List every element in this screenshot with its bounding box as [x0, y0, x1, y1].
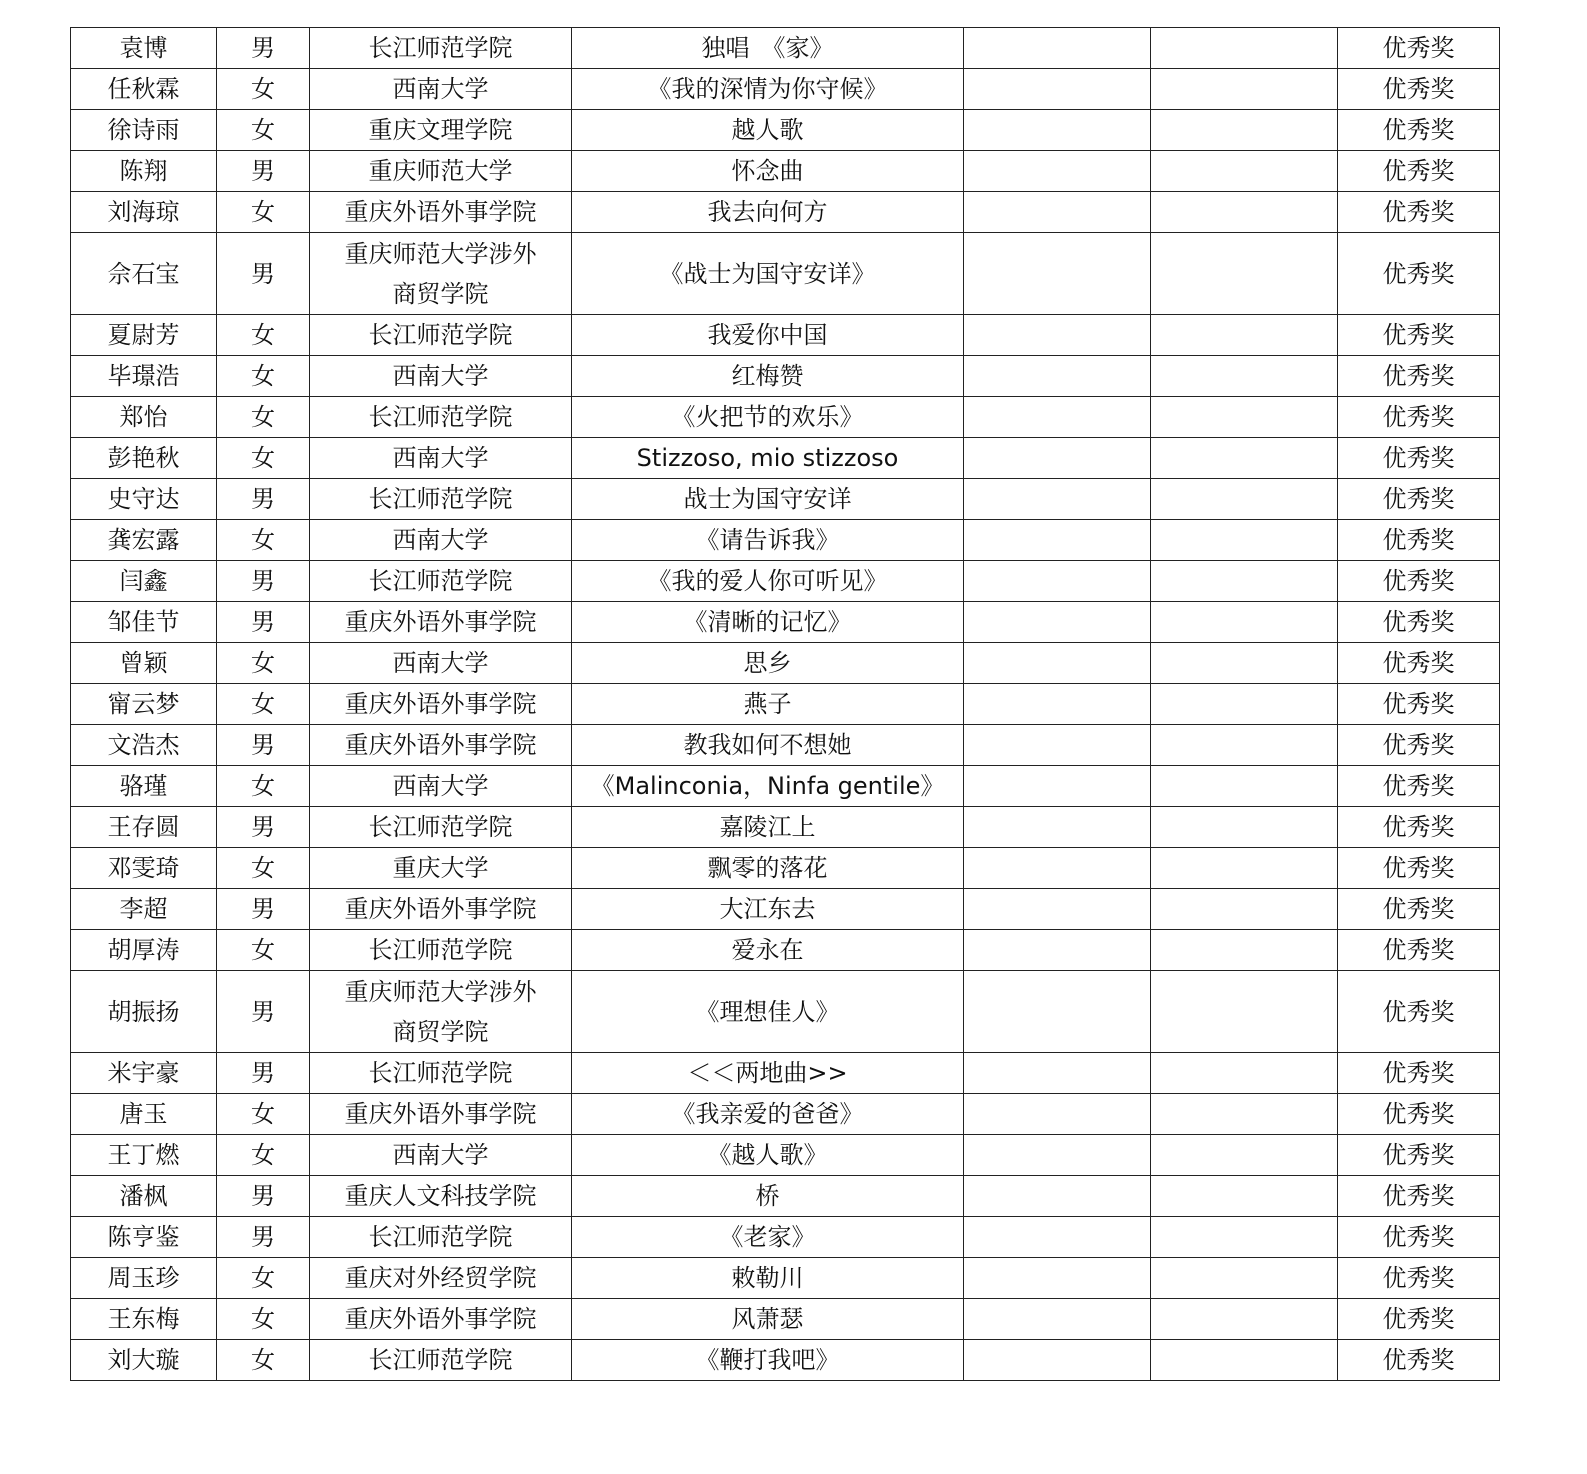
- school-cell: 长江师范学院: [310, 561, 572, 602]
- name-cell: 邓雯琦: [71, 848, 217, 889]
- award-cell: 优秀奖: [1338, 110, 1500, 151]
- award-cell: 优秀奖: [1338, 1094, 1500, 1135]
- song-cell: 大江东去: [572, 889, 964, 930]
- song-cell: 越人歌: [572, 110, 964, 151]
- gender-cell: 女: [217, 1340, 310, 1381]
- award-cell: 优秀奖: [1338, 848, 1500, 889]
- gender-cell: 男: [217, 971, 310, 1053]
- school-cell: 西南大学: [310, 643, 572, 684]
- empty-cell: [1151, 643, 1338, 684]
- award-cell: 优秀奖: [1338, 356, 1500, 397]
- name-cell: 史守达: [71, 479, 217, 520]
- empty-cell: [1151, 28, 1338, 69]
- school-cell: 西南大学: [310, 356, 572, 397]
- song-cell: 《清晰的记忆》: [572, 602, 964, 643]
- song-cell: 《老家》: [572, 1217, 964, 1258]
- empty-cell: [964, 397, 1151, 438]
- song-cell: Stizzoso, mio stizzoso: [572, 438, 964, 479]
- empty-cell: [1151, 520, 1338, 561]
- table-row: [71, 1258, 1500, 1299]
- empty-cell: [1151, 397, 1338, 438]
- empty-cell: [1151, 1299, 1338, 1340]
- school-cell: 重庆大学: [310, 848, 572, 889]
- empty-cell: [964, 479, 1151, 520]
- award-cell: 优秀奖: [1338, 151, 1500, 192]
- empty-cell: [1151, 684, 1338, 725]
- table-row: [71, 1217, 1500, 1258]
- song-cell: 教我如何不想她: [572, 725, 964, 766]
- award-cell: 优秀奖: [1338, 602, 1500, 643]
- school-cell: 西南大学: [310, 766, 572, 807]
- name-cell: 徐诗雨: [71, 110, 217, 151]
- school-cell-line: 商贸学院: [392, 1017, 489, 1046]
- school-cell: 西南大学: [310, 438, 572, 479]
- empty-cell: [964, 848, 1151, 889]
- award-cell: 优秀奖: [1338, 1217, 1500, 1258]
- school-cell: [310, 233, 572, 315]
- song-cell: 燕子: [572, 684, 964, 725]
- empty-cell: [964, 684, 1151, 725]
- empty-cell: [964, 1340, 1151, 1381]
- award-cell: 优秀奖: [1338, 1258, 1500, 1299]
- name-cell: 王存圆: [71, 807, 217, 848]
- school-cell: 长江师范学院: [310, 479, 572, 520]
- empty-cell: [964, 520, 1151, 561]
- gender-cell: 男: [217, 889, 310, 930]
- table-row: [71, 151, 1500, 192]
- gender-cell: 男: [217, 151, 310, 192]
- results-table: [70, 27, 1500, 1381]
- empty-cell: [1151, 192, 1338, 233]
- empty-cell: [1151, 1340, 1338, 1381]
- table-row: [71, 602, 1500, 643]
- table-row: [71, 1135, 1500, 1176]
- award-cell: 优秀奖: [1338, 520, 1500, 561]
- award-cell: 优秀奖: [1338, 315, 1500, 356]
- empty-cell: [1151, 848, 1338, 889]
- song-cell: 《Malinconia，Ninfa gentile》: [572, 766, 964, 807]
- empty-cell: [1151, 602, 1338, 643]
- empty-cell: [964, 69, 1151, 110]
- table-row: [71, 971, 1500, 1053]
- award-cell: 优秀奖: [1338, 889, 1500, 930]
- empty-cell: [964, 233, 1151, 315]
- award-cell: 优秀奖: [1338, 397, 1500, 438]
- empty-cell: [964, 1135, 1151, 1176]
- name-cell: 唐玉: [71, 1094, 217, 1135]
- song-cell: 《我亲爱的爸爸》: [572, 1094, 964, 1135]
- gender-cell: 男: [217, 561, 310, 602]
- school-cell-line: 商贸学院: [392, 279, 489, 308]
- award-cell: 优秀奖: [1338, 1176, 1500, 1217]
- empty-cell: [964, 1217, 1151, 1258]
- table-row: [71, 1340, 1500, 1381]
- empty-cell: [964, 1094, 1151, 1135]
- gender-cell: 女: [217, 1299, 310, 1340]
- gender-cell: 女: [217, 848, 310, 889]
- school-cell-line: 重庆师范大学涉外: [344, 239, 537, 268]
- empty-cell: [964, 807, 1151, 848]
- award-cell: 优秀奖: [1338, 1340, 1500, 1381]
- empty-cell: [1151, 725, 1338, 766]
- empty-cell: [1151, 561, 1338, 602]
- award-cell: 优秀奖: [1338, 561, 1500, 602]
- empty-cell: [1151, 1258, 1338, 1299]
- name-cell: 郑怡: [71, 397, 217, 438]
- empty-cell: [964, 930, 1151, 971]
- table-row: [71, 1299, 1500, 1340]
- empty-cell: [1151, 438, 1338, 479]
- school-cell: 长江师范学院: [310, 1053, 572, 1094]
- name-cell: 龚宏露: [71, 520, 217, 561]
- empty-cell: [964, 1053, 1151, 1094]
- name-cell: 甯云梦: [71, 684, 217, 725]
- award-cell: 优秀奖: [1338, 192, 1500, 233]
- song-cell: 风萧瑟: [572, 1299, 964, 1340]
- song-cell: 怀念曲: [572, 151, 964, 192]
- name-cell: 王丁燃: [71, 1135, 217, 1176]
- song-cell: 《战士为国守安详》: [572, 233, 964, 315]
- song-cell: 我去向何方: [572, 192, 964, 233]
- song-cell: 《我的爱人你可听见》: [572, 561, 964, 602]
- name-cell: 毕璟浩: [71, 356, 217, 397]
- song-cell: 飘零的落花: [572, 848, 964, 889]
- school-cell: 重庆外语外事学院: [310, 1094, 572, 1135]
- name-cell: 李超: [71, 889, 217, 930]
- empty-cell: [964, 561, 1151, 602]
- award-cell: 优秀奖: [1338, 971, 1500, 1053]
- gender-cell: 女: [217, 315, 310, 356]
- school-cell: 重庆外语外事学院: [310, 1299, 572, 1340]
- empty-cell: [1151, 110, 1338, 151]
- school-cell: 重庆文理学院: [310, 110, 572, 151]
- name-cell: 陈亨鉴: [71, 1217, 217, 1258]
- gender-cell: 女: [217, 110, 310, 151]
- name-cell: 周玉珍: [71, 1258, 217, 1299]
- table-row: [71, 356, 1500, 397]
- song-cell: 嘉陵江上: [572, 807, 964, 848]
- song-cell: 敕勒川: [572, 1258, 964, 1299]
- song-cell: 《鞭打我吧》: [572, 1340, 964, 1381]
- name-cell: 彭艳秋: [71, 438, 217, 479]
- empty-cell: [964, 192, 1151, 233]
- table-row: [71, 561, 1500, 602]
- empty-cell: [964, 1258, 1151, 1299]
- song-cell: 独唱 《家》: [572, 28, 964, 69]
- name-cell: 刘海琼: [71, 192, 217, 233]
- award-cell: 优秀奖: [1338, 766, 1500, 807]
- gender-cell: 女: [217, 438, 310, 479]
- award-cell: 优秀奖: [1338, 807, 1500, 848]
- song-cell: 战士为国守安详: [572, 479, 964, 520]
- song-cell: 我爱你中国: [572, 315, 964, 356]
- gender-cell: 男: [217, 233, 310, 315]
- school-cell: 长江师范学院: [310, 930, 572, 971]
- empty-cell: [1151, 1053, 1338, 1094]
- school-cell: 西南大学: [310, 69, 572, 110]
- name-cell: 陈翔: [71, 151, 217, 192]
- name-cell: 胡厚涛: [71, 930, 217, 971]
- award-cell: 优秀奖: [1338, 725, 1500, 766]
- gender-cell: 男: [217, 725, 310, 766]
- empty-cell: [1151, 315, 1338, 356]
- school-cell: 长江师范学院: [310, 315, 572, 356]
- table-row: [71, 1053, 1500, 1094]
- song-cell: 爱永在: [572, 930, 964, 971]
- song-cell: 《越人歌》: [572, 1135, 964, 1176]
- school-cell: 长江师范学院: [310, 1217, 572, 1258]
- empty-cell: [1151, 356, 1338, 397]
- gender-cell: 女: [217, 643, 310, 684]
- gender-cell: 女: [217, 69, 310, 110]
- gender-cell: 女: [217, 1094, 310, 1135]
- school-cell: 长江师范学院: [310, 28, 572, 69]
- name-cell: 米宇豪: [71, 1053, 217, 1094]
- empty-cell: [1151, 69, 1338, 110]
- school-cell: 重庆外语外事学院: [310, 725, 572, 766]
- empty-cell: [1151, 766, 1338, 807]
- gender-cell: 男: [217, 602, 310, 643]
- table-row: [71, 397, 1500, 438]
- award-cell: 优秀奖: [1338, 643, 1500, 684]
- name-cell: 王东梅: [71, 1299, 217, 1340]
- empty-cell: [964, 151, 1151, 192]
- award-cell: 优秀奖: [1338, 438, 1500, 479]
- gender-cell: 女: [217, 1135, 310, 1176]
- school-cell: 重庆师范大学: [310, 151, 572, 192]
- award-cell: 优秀奖: [1338, 1135, 1500, 1176]
- table-row: [71, 725, 1500, 766]
- table-row: [71, 684, 1500, 725]
- table-row: [71, 520, 1500, 561]
- award-cell: 优秀奖: [1338, 28, 1500, 69]
- empty-cell: [964, 766, 1151, 807]
- empty-cell: [1151, 971, 1338, 1053]
- gender-cell: 男: [217, 1053, 310, 1094]
- school-cell: [310, 971, 572, 1053]
- empty-cell: [964, 438, 1151, 479]
- school-cell: 长江师范学院: [310, 807, 572, 848]
- name-cell: 刘大璇: [71, 1340, 217, 1381]
- gender-cell: 男: [217, 28, 310, 69]
- school-cell: 长江师范学院: [310, 1340, 572, 1381]
- name-cell: 骆瑾: [71, 766, 217, 807]
- empty-cell: [964, 28, 1151, 69]
- school-cell: 西南大学: [310, 1135, 572, 1176]
- school-cell: 重庆外语外事学院: [310, 684, 572, 725]
- table-row: [71, 110, 1500, 151]
- empty-cell: [1151, 233, 1338, 315]
- table-row: [71, 930, 1500, 971]
- song-cell: 《理想佳人》: [572, 971, 964, 1053]
- school-cell: 重庆对外经贸学院: [310, 1258, 572, 1299]
- table-row: [71, 438, 1500, 479]
- school-cell: 重庆外语外事学院: [310, 602, 572, 643]
- table-row: [71, 766, 1500, 807]
- gender-cell: 女: [217, 397, 310, 438]
- empty-cell: [964, 725, 1151, 766]
- school-cell-line: 重庆师范大学涉外: [344, 977, 537, 1006]
- empty-cell: [964, 1176, 1151, 1217]
- gender-cell: 女: [217, 192, 310, 233]
- name-cell: 袁博: [71, 28, 217, 69]
- name-cell: 夏尉芳: [71, 315, 217, 356]
- song-cell: 《火把节的欢乐》: [572, 397, 964, 438]
- song-cell: 思乡: [572, 643, 964, 684]
- award-cell: 优秀奖: [1338, 69, 1500, 110]
- empty-cell: [1151, 807, 1338, 848]
- gender-cell: 男: [217, 1176, 310, 1217]
- empty-cell: [1151, 930, 1338, 971]
- table-row: [71, 233, 1500, 315]
- song-cell: 红梅赞: [572, 356, 964, 397]
- empty-cell: [964, 602, 1151, 643]
- empty-cell: [964, 1299, 1151, 1340]
- award-cell: 优秀奖: [1338, 1053, 1500, 1094]
- empty-cell: [1151, 1094, 1338, 1135]
- table-row: [71, 1176, 1500, 1217]
- empty-cell: [1151, 1135, 1338, 1176]
- gender-cell: 男: [217, 807, 310, 848]
- empty-cell: [1151, 1217, 1338, 1258]
- song-cell: 《我的深情为你守候》: [572, 69, 964, 110]
- gender-cell: 女: [217, 1258, 310, 1299]
- name-cell: 胡振扬: [71, 971, 217, 1053]
- name-cell: 佘石宝: [71, 233, 217, 315]
- empty-cell: [1151, 479, 1338, 520]
- school-cell: 重庆外语外事学院: [310, 889, 572, 930]
- school-cell: 重庆外语外事学院: [310, 192, 572, 233]
- gender-cell: 女: [217, 520, 310, 561]
- gender-cell: 男: [217, 479, 310, 520]
- empty-cell: [964, 971, 1151, 1053]
- name-cell: 潘枫: [71, 1176, 217, 1217]
- empty-cell: [964, 315, 1151, 356]
- school-cell: 长江师范学院: [310, 397, 572, 438]
- award-cell: 优秀奖: [1338, 684, 1500, 725]
- name-cell: 闫鑫: [71, 561, 217, 602]
- name-cell: 文浩杰: [71, 725, 217, 766]
- gender-cell: 女: [217, 766, 310, 807]
- gender-cell: 女: [217, 930, 310, 971]
- table-row: [71, 1094, 1500, 1135]
- table-row: [71, 192, 1500, 233]
- empty-cell: [1151, 151, 1338, 192]
- empty-cell: [1151, 1176, 1338, 1217]
- table-row: [71, 315, 1500, 356]
- table-row: [71, 807, 1500, 848]
- table-row: [71, 69, 1500, 110]
- table-row: [71, 889, 1500, 930]
- award-cell: 优秀奖: [1338, 479, 1500, 520]
- school-cell: 重庆人文科技学院: [310, 1176, 572, 1217]
- school-cell: 西南大学: [310, 520, 572, 561]
- gender-cell: 男: [217, 1217, 310, 1258]
- song-cell: 桥: [572, 1176, 964, 1217]
- table-body: [71, 28, 1500, 1381]
- empty-cell: [964, 110, 1151, 151]
- table-row: [71, 479, 1500, 520]
- award-cell: 优秀奖: [1338, 1299, 1500, 1340]
- table-row: [71, 643, 1500, 684]
- award-cell: 优秀奖: [1338, 233, 1500, 315]
- empty-cell: [964, 356, 1151, 397]
- name-cell: 曾颖: [71, 643, 217, 684]
- empty-cell: [964, 889, 1151, 930]
- empty-cell: [1151, 889, 1338, 930]
- gender-cell: 女: [217, 356, 310, 397]
- table-row: [71, 28, 1500, 69]
- empty-cell: [964, 643, 1151, 684]
- name-cell: 任秋霖: [71, 69, 217, 110]
- song-cell: ＜＜两地曲>>: [572, 1053, 964, 1094]
- award-cell: 优秀奖: [1338, 930, 1500, 971]
- table-row: [71, 848, 1500, 889]
- name-cell: 邹佳节: [71, 602, 217, 643]
- gender-cell: 女: [217, 684, 310, 725]
- song-cell: 《请告诉我》: [572, 520, 964, 561]
